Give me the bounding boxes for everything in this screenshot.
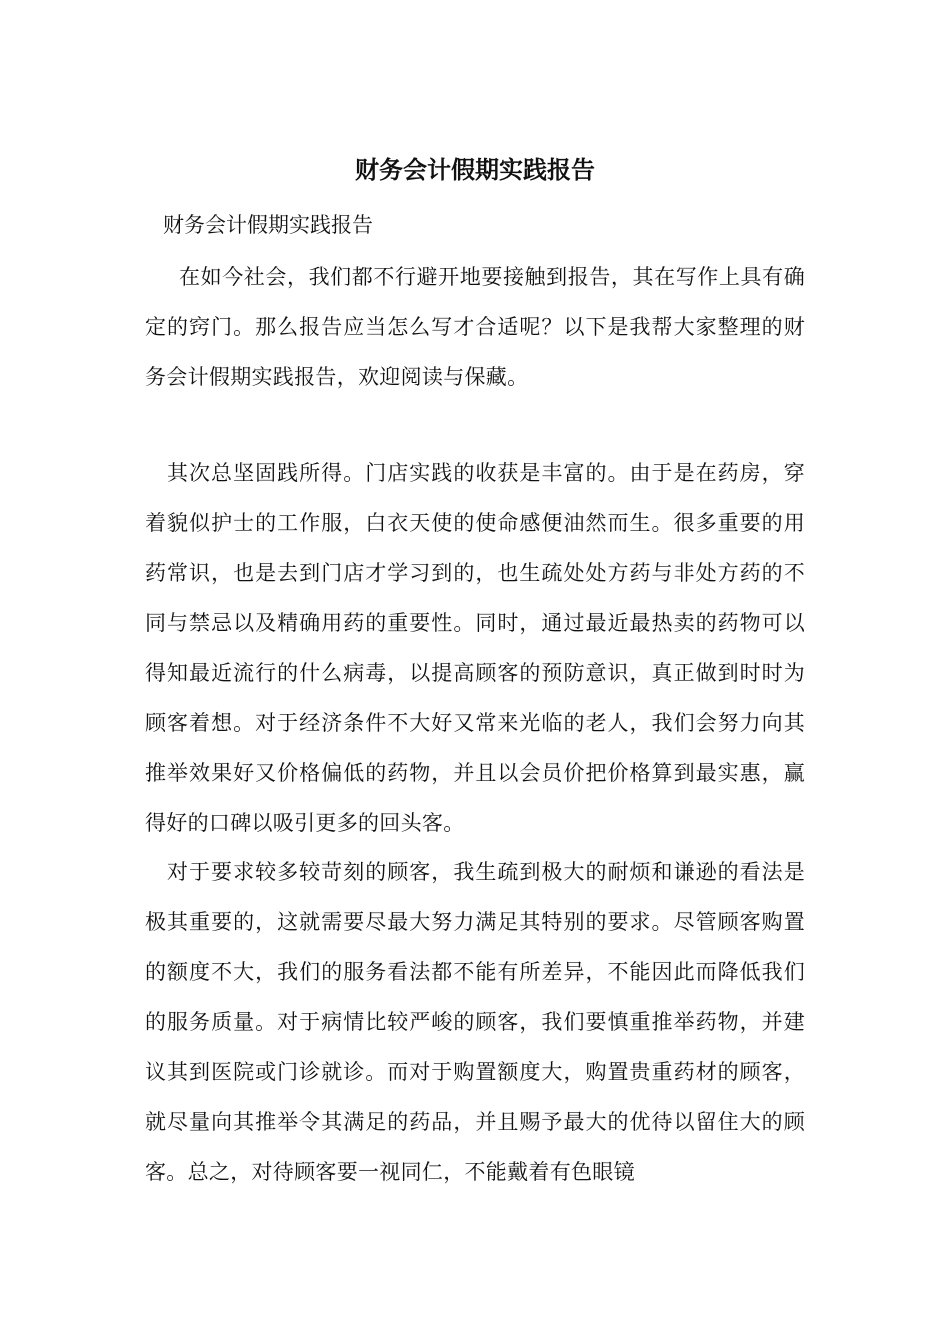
paragraph-customer-service: 对于要求较多较苛刻的顾客，我生疏到极大的耐烦和谦逊的看法是极其重要的，这就需要尽最大努力满足其特别的要求。尽管顾客购置的额度不大，我们的服务看法都不能有所差异，不能因此而降低我们的服务质量。对于病情比较严峻的顾客，我们要慎重推举药物，并建议其到医院或门诊就诊。而对于购置额度大，购置贵重药材的顾客，就尽量向其推举令其满足的药品，并且赐予最大的优待以留住大的顾客。总之，对待顾客要一视同仁，不能戴着有色眼镜 bbox=[145, 860, 805, 1184]
paragraph-practice-gains: 其次总坚固践所得。门店实践的收获是丰富的。由于是在药房，穿着貌似护士的工作服，白衣天使的使命感便油然而生。很多重要的用药常识，也是去到门店才学习到的，也生疏处处方药与非处方药的不同与禁忌以及精确用药的重要性。同时，通过最近最热卖的药物可以得知最近流行的什么病毒，以提高顾客的预防意识，真正做到时时为顾客着想。对于经济条件不大好又常来光临的老人，我们会努力向其推举效果好又价格偏低的药物，并且以会员价把价格算到最实惠，赢得好的口碑以吸引更多的回头客。 bbox=[145, 461, 805, 835]
paragraph-intro: 在如今社会，我们都不行避开地要接触到报告，其在写作上具有确定的窍门。那么报告应当怎么写才合适呢？以下是我帮大家整理的财务会计假期实践报告，欢迎阅读与保藏。 bbox=[145, 265, 805, 389]
document-subtitle: 财务会计假期实践报告 bbox=[163, 213, 373, 237]
document-title: 财务会计假期实践报告 bbox=[355, 155, 595, 184]
